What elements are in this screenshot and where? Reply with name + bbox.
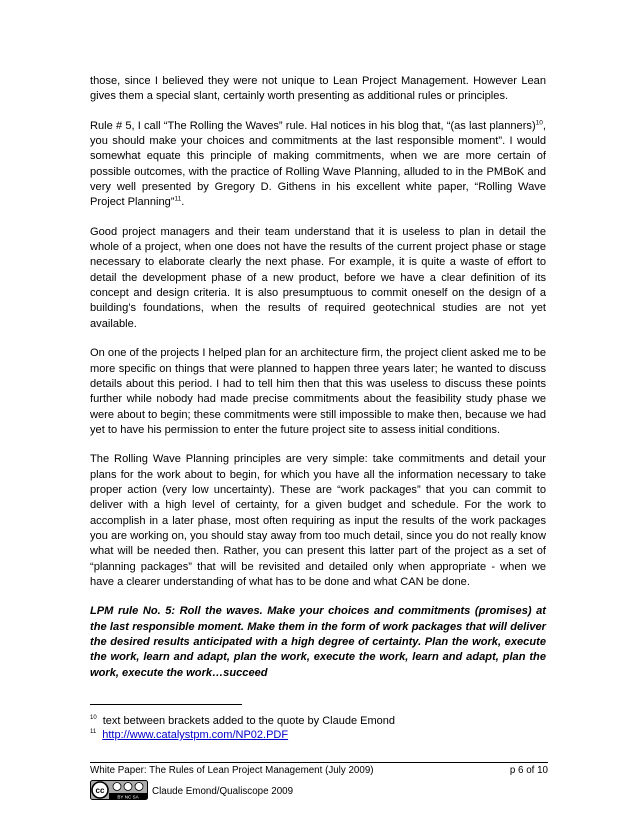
paragraph-3: Good project managers and their team understand that it is useless to plan in detail the whole of a project, when one does not have the results of the current project phase or stage necessary to elaborate clearly the next phase. For example, it is quite a waste of effort to detail the development phase of a new product, before we have a clear definition of its concept and design criteria. It is also presumptuous to commit oneself on the design of a building’s foundations, when the results of required geotechnical studies are not yet available.	[90, 225, 546, 330]
creative-commons-icon	[90, 780, 148, 800]
cc-label: cc	[95, 786, 105, 795]
footnote-ref-10: 10	[535, 119, 543, 126]
paragraph-4: On one of the projects I helped plan for an architecture firm, the project client asked me to be more specific on things that were planned to happen three years later; he wanted to discuss details about this period. I had to tell him then that this was useless to discuss these points further while nobody had made precise commitments about the feasibility study phase we were about to begin; these commitments were still impossible to make then, because we had yet to have his permission to enter the future project site to assess initial conditions.	[90, 347, 546, 436]
footnote-number: 10	[90, 715, 97, 722]
paragraph-5: The Rolling Wave Planning principles are very simple: take commitments and detail your plans for the work about to begin, for which you have all the information necessary to take proper action (very low uncertainty). These are “work packages” that you can commit to deliver with a high level of certainty, for a given budget and schedule. For the work to accomplish in a later phase, most often requiring as input the results of the work packages you are working on, you should stay away from too much detail, since you do not really know what will be needed then. Rather, you can present this latter part of the project as a set of “planning packages” that will be revisited and detailed only when appropriate - when we have a clearer understanding of what has to be done and what CAN be done.	[90, 453, 546, 588]
cc-terms: BY NC SA	[117, 794, 139, 800]
footnote-text: text between brackets added to the quote by Claude Emond	[102, 715, 395, 727]
footnote-number: 11	[90, 729, 97, 736]
footer-title: White Paper: The Rules of Lean Project Management (July 2009)	[90, 765, 374, 776]
footnote-10	[90, 715, 395, 728]
footnote-link[interactable]: http://www.catalystpm.com/NP02.PDF	[102, 729, 289, 741]
paragraph-2-text-c: .	[181, 196, 185, 209]
page-number: p 6 of 10	[509, 765, 548, 776]
footnote-divider	[90, 704, 242, 705]
footnote-ref-11: 11	[174, 195, 182, 203]
footer-divider	[90, 762, 548, 763]
footnote-11	[90, 729, 288, 742]
paragraph-2	[90, 119, 546, 211]
paragraph-1: those, since I believed they were not unique to Lean Project Management. However Lean gives them a special slant, certainly worth presenting as additional rules or principles.	[90, 75, 546, 103]
copyright-text: Claude Emond/Qualiscope 2009	[152, 786, 294, 797]
document-body	[90, 74, 546, 681]
paragraph-2-text-a: Rule # 5, I call “The Rolling the Waves” rule. Hal notices in his blog that, “(as last planners)	[90, 119, 536, 132]
paragraph-2-text-b: , you should make your choices and commitments at the last responsible moment”. I would somewhat equate this principle of making commitments, when we are more certain of possible outcomes, with the practice of Rolling Wave Planning, alluded to in the PMBoK and very well presented by Gregory D. Githens in his excellent white paper, “Rolling Wave Project Planning”	[90, 119, 546, 209]
lpm-rule-5: LPM rule No. 5: Roll the waves. Make your choices and commitments (promises) at the last responsible moment. Make them in the form of work packages that will deliver the desired results anticipated with a high degree of certainty. Plan the work, execute the work, learn and adapt, plan the work, execute the work, learn and adapt, plan the work, execute the work…succeed	[90, 605, 546, 679]
